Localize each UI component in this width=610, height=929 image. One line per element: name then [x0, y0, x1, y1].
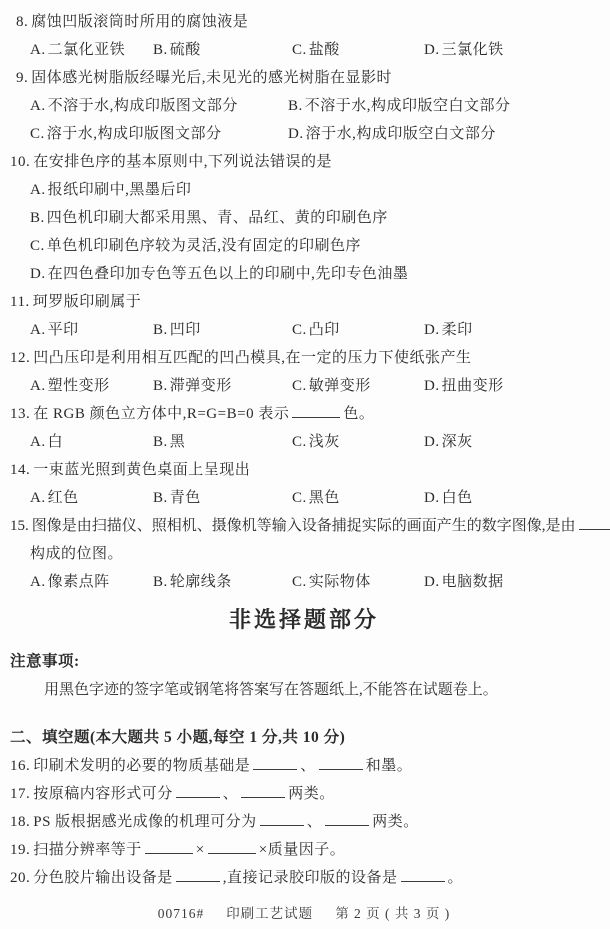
option-label: B. — [153, 490, 168, 506]
option-label: A. — [30, 434, 46, 450]
answer-blank — [579, 516, 610, 530]
option-label: B. — [153, 378, 168, 394]
option-b — [10, 204, 598, 232]
exam-title: 印刷工艺试题 — [226, 906, 314, 921]
option-label: B. — [153, 434, 168, 450]
option-label: C. — [292, 42, 307, 58]
option-label: D. — [424, 42, 440, 58]
question-text: 按原稿内容形式可分 — [33, 786, 173, 802]
option-b — [288, 92, 511, 120]
question-number: 19. — [10, 842, 31, 858]
option-text: 凹印 — [169, 322, 201, 338]
option-text: 浅灰 — [308, 434, 340, 450]
question-text: 一束蓝光照到黄色桌面上呈现出 — [33, 462, 251, 478]
question-15 — [10, 512, 598, 596]
answer-blank — [208, 840, 256, 854]
option-text: 滞弹变形 — [169, 378, 232, 394]
option-label: D. — [424, 322, 440, 338]
answer-blank — [145, 840, 193, 854]
option-d — [424, 428, 473, 456]
option-label: D. — [424, 490, 440, 506]
option-label: A. — [30, 378, 46, 394]
question-text: 和墨。 — [365, 758, 413, 774]
question-text: 凹凸压印是利用相互匹配的凹凸模具,在一定的压力下使纸张产生 — [33, 350, 472, 366]
question-20 — [10, 864, 598, 892]
answer-blank — [253, 756, 297, 770]
question-text: 、 — [300, 758, 316, 774]
answer-blank — [292, 404, 340, 418]
option-label: A. — [30, 98, 46, 114]
option-text: 黑 — [169, 434, 186, 450]
answer-blank — [319, 756, 363, 770]
option-text: 塑性变形 — [47, 378, 110, 394]
option-text: 盐酸 — [308, 42, 340, 58]
option-d — [424, 316, 473, 344]
option-label: C. — [292, 322, 307, 338]
question-stem — [10, 8, 598, 36]
question-text: 固体感光树脂版经曝光后,未见光的感光树脂在显影时 — [31, 70, 393, 86]
question-text: 色。 — [343, 406, 375, 422]
question-stem — [10, 148, 598, 176]
option-label: D. — [424, 434, 440, 450]
question-stem — [10, 344, 598, 372]
question-text: 、 — [306, 814, 323, 830]
option-label: A. — [30, 42, 46, 58]
question-stem — [10, 512, 598, 540]
option-label: D. — [424, 574, 440, 590]
option-b — [153, 428, 185, 456]
question-text: 。 — [447, 870, 464, 886]
option-label: B. — [288, 98, 303, 114]
option-text: 平印 — [47, 322, 79, 338]
question-text: × — [195, 842, 205, 858]
question-text: 在 RGB 颜色立方体中,R=G=B=0 表示 — [33, 406, 290, 422]
question-text: PS 版根据感光成像的机理可分为 — [33, 814, 257, 830]
option-text: 四色机印刷大都采用黑、青、品红、黄的印刷色序 — [46, 210, 388, 226]
options-row — [10, 120, 598, 148]
question-number: 15. — [10, 518, 29, 534]
option-b — [153, 372, 232, 400]
option-text: 硫酸 — [169, 42, 201, 58]
option-d — [424, 484, 473, 512]
option-b — [153, 484, 201, 512]
question-number: 12. — [10, 350, 31, 366]
question-text: ×质量因子。 — [258, 842, 346, 858]
question-11 — [10, 288, 598, 344]
option-label: C. — [30, 126, 45, 142]
option-label: A. — [30, 574, 46, 590]
option-b — [153, 568, 232, 596]
question-text: 图像是由扫描仪、照相机、摄像机等输入设备捕捉实际的画面产生的数字图像,是由 — [31, 518, 576, 534]
answer-blank — [241, 784, 285, 798]
option-text: 黑色 — [308, 490, 340, 506]
question-text: 腐蚀凹版滚筒时所用的腐蚀液是 — [31, 14, 249, 30]
option-text: 扭曲变形 — [441, 378, 504, 394]
question-number: 9. — [16, 70, 29, 86]
question-number: 8. — [16, 14, 29, 30]
option-a — [30, 484, 79, 512]
answer-blank — [260, 812, 304, 826]
option-c — [292, 372, 371, 400]
option-label: C. — [292, 378, 307, 394]
option-d — [424, 372, 504, 400]
option-text: 轮廓线条 — [169, 574, 232, 590]
option-text: 在四色叠印加专色等五色以上的印刷中,先印专色油墨 — [47, 266, 409, 282]
option-label: C. — [292, 434, 307, 450]
option-label: A. — [30, 490, 46, 506]
option-text: 二氯化亚铁 — [47, 42, 126, 58]
option-a — [30, 92, 238, 120]
question-number: 17. — [10, 786, 31, 802]
option-c — [292, 428, 340, 456]
option-a — [30, 568, 110, 596]
option-text: 不溶于水,构成印版图文部分 — [47, 98, 238, 114]
option-text: 三氯化铁 — [441, 42, 504, 58]
question-17 — [10, 780, 598, 808]
question-text: 、 — [222, 786, 239, 802]
option-a — [30, 428, 63, 456]
option-label: B. — [153, 574, 168, 590]
options-row — [10, 36, 598, 64]
option-c — [10, 232, 598, 260]
question-12 — [10, 344, 598, 400]
option-label: D. — [424, 378, 440, 394]
option-c — [292, 568, 371, 596]
question-stem — [10, 288, 598, 316]
option-text: 白色 — [441, 490, 473, 506]
option-a — [30, 36, 125, 64]
answer-blank — [176, 868, 220, 882]
question-number: 14. — [10, 462, 31, 478]
question-text: 珂罗版印刷属于 — [32, 294, 142, 310]
option-label: C. — [292, 490, 307, 506]
option-label: B. — [153, 42, 168, 58]
question-text: 两类。 — [288, 786, 335, 802]
option-text: 红色 — [47, 490, 79, 506]
option-b — [153, 316, 201, 344]
option-c — [30, 120, 222, 148]
question-text: 两类。 — [372, 814, 419, 830]
question-9 — [10, 64, 598, 148]
question-18 — [10, 808, 598, 836]
options-row — [10, 484, 598, 512]
option-text: 白 — [47, 434, 64, 450]
answer-blank — [401, 868, 445, 882]
option-a — [30, 372, 110, 400]
question-number: 11. — [10, 294, 30, 310]
options-row — [10, 316, 598, 344]
options-row — [10, 372, 598, 400]
page-indicator: 第 2 页 ( 共 3 页 ) — [335, 906, 451, 921]
fill-section-title: 二、填空题(本大题共 5 小题,每空 1 分,共 10 分) — [10, 729, 346, 746]
option-text: 实际物体 — [308, 574, 371, 590]
option-text: 溶于水,构成印版图文部分 — [46, 126, 222, 142]
option-text: 敏弹变形 — [308, 378, 371, 394]
option-label: C. — [292, 574, 307, 590]
option-text: 凸印 — [308, 322, 340, 338]
question-text: ,直接记录胶印版的设备是 — [222, 870, 398, 886]
option-text: 深灰 — [441, 434, 473, 450]
option-c — [292, 484, 340, 512]
question-10 — [10, 148, 598, 288]
option-a — [30, 316, 79, 344]
question-number: 13. — [10, 406, 31, 422]
option-d — [10, 260, 598, 288]
question-number: 16. — [10, 758, 31, 774]
option-text: 不溶于水,构成印版空白文部分 — [304, 98, 511, 114]
question-14 — [10, 456, 598, 512]
question-8 — [10, 8, 598, 64]
notes-body: 用黑色字迹的签字笔或钢笔将答案写在答题纸上,不能答在试题卷上。 — [44, 682, 498, 698]
option-text: 柔印 — [441, 322, 473, 338]
exam-code: 00716# — [157, 906, 205, 921]
question-16 — [10, 752, 598, 780]
option-label: B. — [30, 210, 45, 226]
question-number: 10. — [10, 154, 31, 170]
question-19 — [10, 836, 598, 864]
option-text: 单色机印刷色序较为灵活,没有固定的印刷色序 — [46, 238, 362, 254]
option-label: A. — [30, 322, 46, 338]
question-number: 18. — [10, 814, 31, 830]
option-a — [10, 176, 598, 204]
option-label: D. — [288, 126, 304, 142]
option-b — [153, 36, 201, 64]
question-stem — [10, 64, 598, 92]
question-13 — [10, 400, 598, 456]
option-d — [288, 120, 496, 148]
options-row — [10, 92, 598, 120]
answer-blank — [325, 812, 369, 826]
notes-title: 注意事项: — [10, 653, 80, 670]
section-heading: 非选择题部分 — [228, 607, 379, 632]
option-text: 青色 — [169, 490, 201, 506]
question-text: 印刷术发明的必要的物质基础是 — [33, 758, 251, 774]
question-stem — [10, 456, 598, 484]
question-text: 扫描分辨率等于 — [33, 842, 142, 858]
option-label: A. — [30, 182, 46, 198]
page-footer — [10, 902, 598, 922]
option-text: 电脑数据 — [441, 574, 504, 590]
question-stem-continued — [10, 540, 598, 568]
question-text: 构成的位图。 — [30, 546, 124, 562]
option-label: C. — [30, 238, 45, 254]
question-text: 分色胶片输出设备是 — [33, 870, 173, 886]
option-label: B. — [153, 322, 168, 338]
option-text: 溶于水,构成印版空白文部分 — [305, 126, 496, 142]
option-text: 报纸印刷中,黑墨后印 — [47, 182, 192, 198]
answer-blank — [176, 784, 220, 798]
options-row — [10, 428, 598, 456]
option-d — [424, 568, 504, 596]
option-c — [292, 316, 340, 344]
option-label: D. — [30, 266, 46, 282]
options-row — [10, 568, 598, 596]
question-text: 在安排色序的基本原则中,下列说法错误的是 — [33, 154, 333, 170]
option-c — [292, 36, 340, 64]
option-d — [424, 36, 504, 64]
option-text: 像素点阵 — [47, 574, 110, 590]
question-stem — [10, 400, 598, 428]
question-number: 20. — [10, 870, 31, 886]
